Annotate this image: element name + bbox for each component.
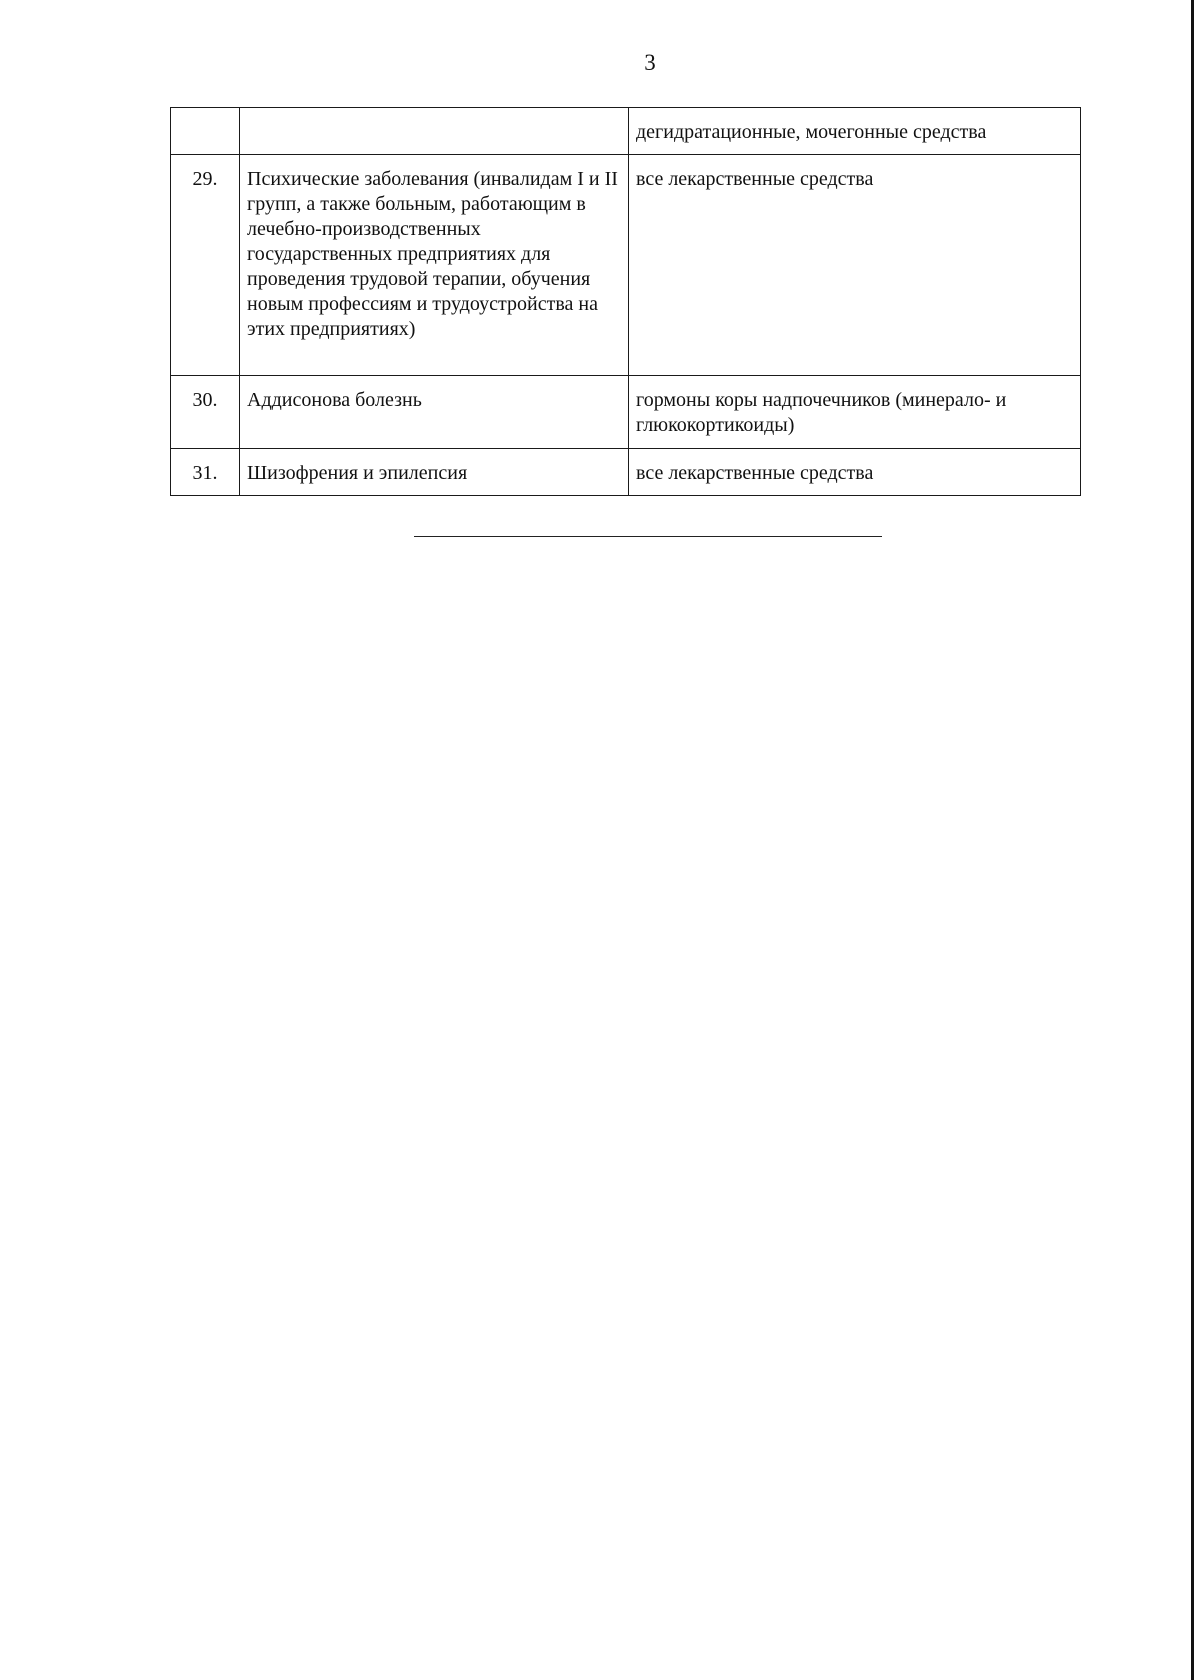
condition-cell — [240, 108, 629, 155]
condition-cell: Шизофрения и эпилепсия — [240, 449, 629, 496]
scan-edge-line — [1191, 0, 1194, 1680]
condition-cell: Аддисонова болезнь — [240, 376, 629, 449]
table-row — [171, 376, 1081, 449]
table-row — [171, 449, 1081, 496]
condition-cell: Психические заболевания (инвалидам I и II групп, а также больным, работающим в лечебно-производственных государственных предприятиях для проведения трудовой терапии, обучения новым профессиям и трудоустройства на этих предприятиях) — [240, 155, 629, 376]
row-number-cell: 29. — [171, 155, 240, 376]
end-of-document-rule — [414, 536, 882, 537]
drugs-cell: дегидратационные, мочегонные средства — [629, 108, 1081, 155]
row-number-cell: 31. — [171, 449, 240, 496]
row-number-cell — [171, 108, 240, 155]
drugs-cell: гормоны коры надпочечников (минерало- и глюкокортикоиды) — [629, 376, 1081, 449]
drugs-cell: все лекарственные средства — [629, 155, 1081, 376]
drugs-cell: все лекарственные средства — [629, 449, 1081, 496]
page-number: 3 — [644, 50, 656, 75]
table-row — [171, 155, 1081, 376]
conditions-table — [170, 107, 1081, 496]
table-row — [171, 108, 1081, 155]
row-number-cell: 30. — [171, 376, 240, 449]
